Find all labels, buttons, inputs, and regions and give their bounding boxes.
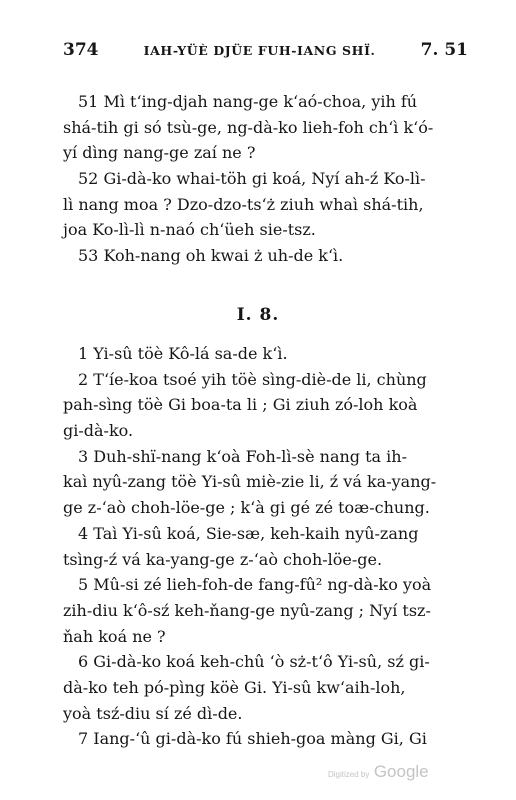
watermark-prefix: Digitized by (328, 770, 370, 779)
text-line: pah-sìng töè Gi boa-ta li ; Gi ziuh zó-loh koà (63, 395, 418, 415)
text-line: 2 T‘íe-koa tsoé yih töè sìng-diè-de li, chùng (78, 369, 427, 389)
text-line: 1 Yi-sû töè Kô-lá sa-de k‘ì. (78, 344, 288, 363)
digitized-watermark (328, 762, 429, 782)
text-line: yí dìng nang-ge zaí ne ? (63, 143, 256, 163)
text-line: 3 Duh-shï-nang k‘oà Foh-lì-sè nang ta ih- (78, 446, 407, 466)
text-line: zih-diu k‘ô-sź keh-ňang-ge nyû-zang ; Nyí tsz- (63, 600, 431, 620)
section-heading: I. 8. (236, 305, 280, 325)
running-header (63, 40, 468, 64)
watermark-brand: Google (373, 762, 429, 781)
text-line: lì nang moa ? Dzo-dzo-ts‘ż ziuh whaì shá-tih, (63, 194, 424, 214)
text-line: 52 Gi-dà-ko whai-töh gi koá, Nyí ah-ź Ko-lì- (78, 169, 426, 189)
text-block-chapter-7 (63, 89, 471, 269)
text-line: shá-tih gi só tsù-ge, ng-dà-ko lieh-foh ch‘ì k‘ó- (63, 117, 434, 137)
text-line: 51 Mì t‘ing-djah nang-ge k‘aó-choa, yih fú (78, 92, 418, 111)
text-block-chapter-8 (63, 341, 471, 752)
text-line: joa Ko-lì-lì n-naó ch‘üeh sie-tsz. (63, 220, 316, 240)
chapter-reference: 7. 51 (420, 40, 468, 60)
text-line: 5 Mû-si zé lieh-foh-de fang-fû² ng-dà-ko yoà (78, 575, 432, 595)
running-title: IAH-YÜÈ DJÜE FUH-IANG SHÏ. (143, 43, 376, 58)
text-line: kaì nyû-zang töè Yi-sû miè-zie li, ź vá ka-yang- (63, 472, 437, 492)
text-line: 53 Koh-nang oh kwai ż uh-de k‘ì. (78, 246, 344, 266)
text-line: ge z-‘aò choh-löe-ge ; k‘à gi gé zé toæ-chung. (63, 498, 430, 518)
text-line: 6 Gi-dà-ko koá keh-chû ‘ò sż-t‘ô Yi-sû, sź gi- (78, 652, 430, 672)
text-line: dà-ko teh pó-pìng köè Gi. Yi-sû kw‘aih-loh, (63, 677, 406, 697)
text-line: 4 Taì Yi-sû koá, Sie-sæ, keh-kaih nyû-zang (78, 523, 419, 543)
text-line: yoà tsź-diu sí zé dì-de. (63, 703, 243, 723)
text-line: tsìng-ź vá ka-yang-ge z-‘aò choh-löe-ge. (63, 549, 383, 569)
page-number: 374 (63, 40, 99, 60)
text-line: ňah koá ne ? (63, 626, 166, 646)
text-line: 7 Iang-‘û gi-dà-ko fú shieh-goa màng Gi, Gi (78, 729, 427, 749)
text-line: gi-dà-ko. (63, 421, 134, 441)
